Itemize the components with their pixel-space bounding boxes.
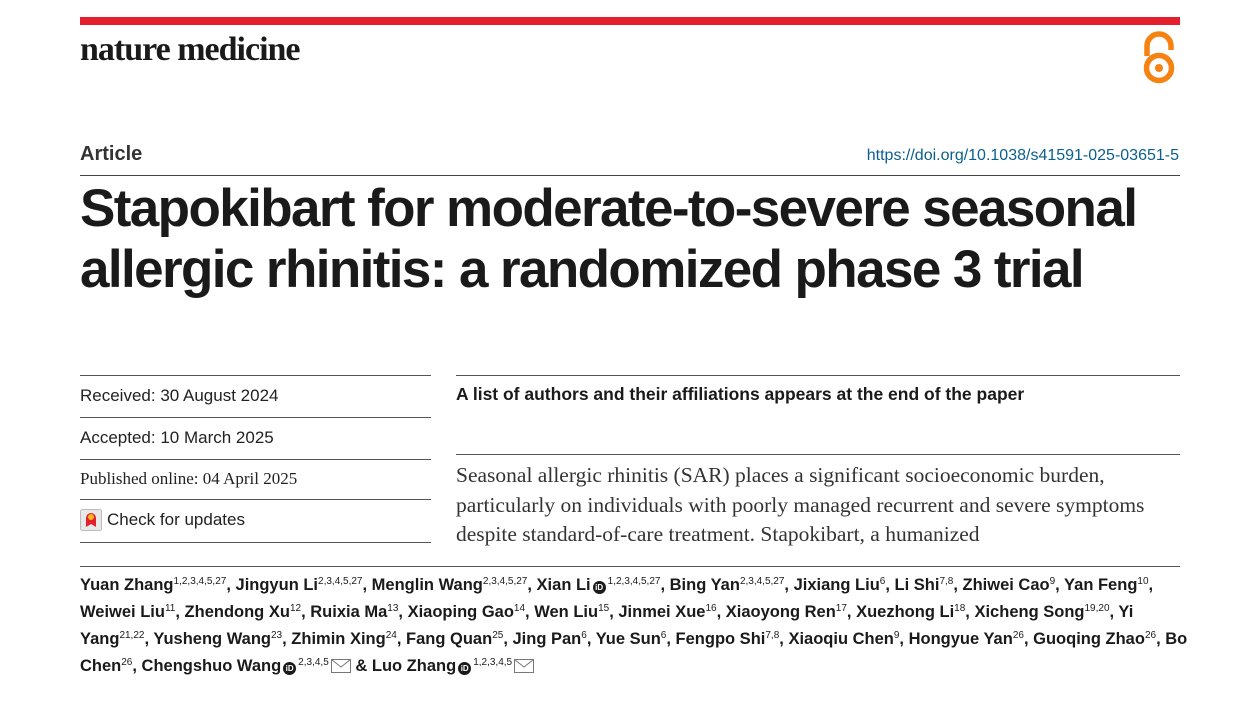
author-affiliations: 7,8 (765, 630, 780, 641)
author-affiliations: 14 (513, 603, 526, 614)
abstract-text: Seasonal allergic rhinitis (SAR) places a significant socioeconomic burden, particularly on individuals with poorly managed recurrent and severe symptoms despite standard-of-care treatment. Stapokibart, a humanized (456, 463, 1145, 546)
author-item[interactable] (537, 576, 661, 594)
author-name[interactable]: Chengshuo Wang (141, 657, 282, 675)
author-affiliations: 2,3,4,5,27 (318, 576, 363, 587)
check-updates-icon (80, 509, 102, 531)
dates-divider (80, 417, 431, 418)
accepted-date: Accepted: 10 March 2025 (80, 428, 274, 447)
author-separator: , (953, 576, 963, 594)
author-item[interactable] (408, 603, 525, 621)
check-updates-label: Check for updates (107, 510, 245, 529)
author-affiliations: 21,22 (119, 630, 145, 641)
author-name[interactable]: Yi Yang (80, 603, 1134, 648)
author-item[interactable] (788, 630, 899, 648)
author-name[interactable]: Yusheng Wang (153, 630, 271, 648)
author-item[interactable] (512, 630, 586, 648)
author-item[interactable] (372, 657, 534, 675)
received-date: Received: 30 August 2024 (80, 386, 279, 405)
author-item[interactable] (596, 630, 667, 648)
author-affiliations: 2,3,4,5 (298, 657, 329, 668)
open-access-icon (1139, 30, 1179, 86)
author-name[interactable]: Bo Chen (80, 630, 1188, 675)
author-name[interactable]: Luo Zhang (371, 657, 457, 675)
author-separator: , (175, 603, 185, 621)
author-affiliations: 26 (1012, 630, 1024, 641)
orcid-icon[interactable]: iD (283, 662, 296, 675)
journal-name[interactable]: nature medicine (80, 31, 300, 68)
author-item[interactable] (372, 576, 528, 594)
author-name[interactable]: Wen Liu (534, 603, 599, 621)
author-item[interactable] (80, 603, 175, 621)
check-for-updates-button[interactable] (80, 509, 245, 531)
email-icon[interactable] (331, 655, 351, 682)
author-item[interactable] (310, 603, 398, 621)
orcid-icon[interactable]: iD (458, 662, 471, 675)
author-separator: , (899, 630, 909, 648)
author-separator: , (1055, 576, 1065, 594)
author-separator: , (779, 630, 789, 648)
author-affiliations: 2,3,4,5,27 (482, 576, 528, 587)
author-name[interactable]: Jingyun Li (235, 576, 319, 594)
author-item[interactable] (142, 657, 351, 675)
author-item[interactable] (974, 603, 1109, 621)
author-name[interactable]: Xiaoqiu Chen (788, 630, 894, 648)
author-affiliations: 13 (387, 603, 399, 614)
author-separator: , (666, 630, 676, 648)
dates-divider-bottom (80, 542, 431, 543)
author-name[interactable]: Zhimin Xing (291, 630, 386, 648)
author-affiliations: 18 (954, 603, 966, 614)
author-name[interactable]: Weiwei Liu (80, 603, 165, 621)
author-affiliations: 6 (581, 630, 587, 641)
author-separator: , (784, 576, 794, 594)
author-affiliations: 10 (1137, 576, 1149, 587)
author-name[interactable]: Xiaoyong Ren (725, 603, 836, 621)
author-item[interactable] (726, 603, 847, 621)
author-affiliations: 23 (271, 630, 283, 641)
author-affiliations: 2,3,4,5,27 (739, 576, 785, 587)
journal-accent-bar (80, 17, 1180, 25)
author-item[interactable] (963, 576, 1056, 594)
author-name[interactable]: Jinmei Xue (618, 603, 706, 621)
author-name[interactable]: Yuan Zhang (80, 576, 174, 594)
author-item[interactable] (670, 576, 785, 594)
author-separator: , (132, 657, 142, 675)
author-affiliations: 1,2,3,4,5 (473, 657, 513, 668)
author-separator: , (965, 603, 975, 621)
author-separator: , (1148, 576, 1154, 594)
authors-note: A list of authors and their affiliations appears at the end of the paper (456, 384, 1025, 404)
author-name[interactable]: Jing Pan (512, 630, 582, 648)
author-name[interactable]: Fengpo Shi (675, 630, 766, 648)
author-name[interactable]: Bing Yan (669, 576, 740, 594)
author-affiliations: 17 (835, 603, 847, 614)
author-name[interactable]: Xicheng Song (974, 603, 1085, 621)
author-separator: , (398, 603, 408, 621)
author-affiliations: 26 (121, 657, 133, 668)
dates-divider-top (80, 375, 431, 376)
article-type-label: Article (80, 143, 143, 165)
author-name[interactable]: Jixiang Liu (793, 576, 880, 594)
author-affiliations: 16 (705, 603, 717, 614)
author-separator: , (301, 603, 311, 621)
author-item[interactable] (153, 630, 282, 648)
author-name[interactable]: Ruixia Ma (310, 603, 388, 621)
author-item[interactable] (291, 630, 397, 648)
author-item[interactable] (185, 603, 302, 621)
author-affiliations: 25 (492, 630, 504, 641)
author-item[interactable] (406, 630, 503, 648)
published-date: Published online: 04 April 2025 (80, 469, 298, 488)
author-name[interactable]: Menglin Wang (371, 576, 483, 594)
author-name[interactable]: Xuezhong Li (856, 603, 955, 621)
dates-divider (80, 499, 431, 500)
author-separator: , (1156, 630, 1166, 648)
author-name[interactable]: Yue Sun (595, 630, 661, 648)
author-separator: , (716, 603, 726, 621)
author-separator: , (1023, 630, 1034, 648)
author-name[interactable]: Hongyue Yan (908, 630, 1013, 648)
author-separator: , (503, 630, 513, 648)
author-separator: , (1109, 603, 1119, 621)
author-separator: , (586, 630, 596, 648)
author-item[interactable] (856, 603, 965, 621)
author-affiliations: 12 (289, 603, 302, 614)
author-item[interactable] (895, 576, 954, 594)
author-affiliations: 26 (1144, 630, 1157, 641)
author-separator: & (350, 657, 368, 675)
author-separator: , (396, 630, 407, 648)
author-affiliations: 1,2,3,4,5,27 (173, 576, 227, 587)
author-affiliations: 15 (598, 603, 610, 614)
author-item[interactable] (1064, 576, 1148, 594)
author-separator: , (362, 576, 372, 594)
author-affiliations: 1,2,3,4,5,27 (607, 576, 661, 587)
author-item[interactable] (618, 603, 716, 621)
author-item[interactable] (80, 576, 226, 594)
author-affiliations: 9 (1049, 576, 1056, 587)
author-affiliations: 19,20 (1084, 603, 1110, 614)
author-name[interactable]: Li Shi (894, 576, 940, 594)
email-icon[interactable] (514, 655, 534, 682)
header-divider (80, 175, 1180, 176)
author-affiliations: 6 (879, 576, 886, 587)
author-affiliations: 7,8 (939, 576, 954, 587)
author-item[interactable] (909, 630, 1024, 648)
doi-link[interactable]: https://doi.org/10.1038/s41591-025-03651-5 (866, 147, 1179, 164)
author-separator: , (144, 630, 154, 648)
author-name[interactable]: Fang Quan (406, 630, 493, 648)
author-list-divider (80, 566, 1180, 567)
author-item[interactable] (794, 576, 886, 594)
author-separator: , (885, 576, 895, 594)
author-affiliations: 11 (164, 603, 176, 614)
authors-note-divider (456, 375, 1180, 376)
author-separator: , (660, 576, 670, 594)
author-separator: , (282, 630, 292, 648)
author-name[interactable]: Zhendong Xu (184, 603, 290, 621)
author-name[interactable]: Xiaoping Gao (407, 603, 514, 621)
author-item[interactable] (1033, 630, 1156, 648)
author-separator: , (525, 603, 535, 621)
abstract-divider (456, 454, 1180, 455)
author-separator: , (226, 576, 236, 594)
author-separator: , (527, 576, 537, 594)
orcid-icon[interactable]: iD (593, 581, 606, 594)
article-title: Stapokibart for moderate-to-severe seasonal allergic rhinitis: a randomized phase 3 trial (80, 179, 1137, 299)
author-item[interactable] (534, 603, 609, 621)
author-item[interactable] (236, 576, 363, 594)
author-name[interactable]: Zhiwei Cao (962, 576, 1050, 594)
author-affiliations: 24 (385, 630, 397, 641)
author-separator: , (609, 603, 619, 621)
author-item[interactable] (676, 630, 780, 648)
author-name[interactable]: Xian Li (536, 576, 591, 594)
author-separator: , (846, 603, 857, 621)
author-name[interactable]: Yan Feng (1064, 576, 1138, 594)
author-list (80, 572, 1190, 682)
author-name[interactable]: Guoqing Zhao (1033, 630, 1145, 648)
author-affiliations: 6 (660, 630, 667, 641)
author-affiliations: 9 (893, 630, 900, 641)
dates-divider (80, 459, 431, 460)
